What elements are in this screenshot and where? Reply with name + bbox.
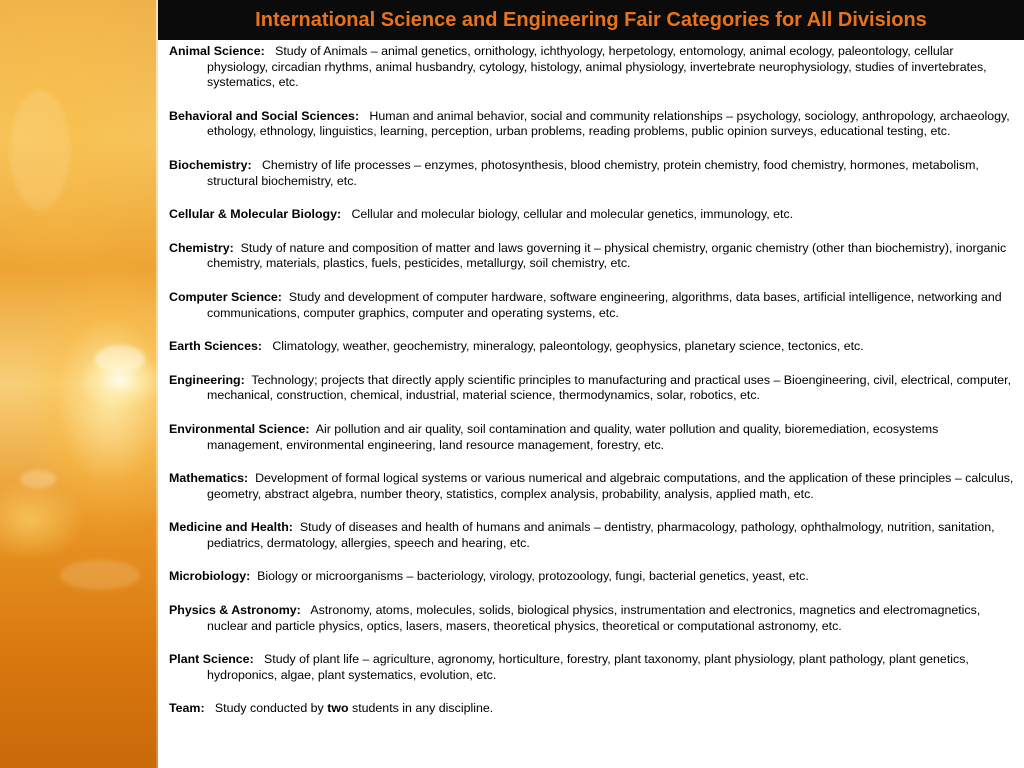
category-term: Physics & Astronomy: — [169, 603, 301, 618]
category-chemistry — [169, 241, 1015, 272]
category-mathematics — [169, 471, 1015, 502]
category-plant-science — [169, 652, 1015, 683]
category-term: Team: — [169, 701, 205, 716]
category-term: Animal Science: — [169, 44, 265, 58]
category-description: Study and development of computer hardware, software engineering, algorithms, data bases, artificial intelligence, networking and communications, computer graphics, computer and operating systems, etc. — [207, 289, 1002, 320]
category-description: Cellular and molecular biology, cellular and molecular genetics, immunology, etc. — [351, 207, 794, 222]
category-description: Study of diseases and health of humans and animals – dentistry, pharmacology, pathology, ophthalmology, nutrition, sanitation, pediatrics, dermatology, allergies, speech and hearing, etc. — [207, 520, 995, 550]
category-earth-sciences — [169, 339, 1015, 355]
category-description: Human and animal behavior, social and community relationships – psychology, sociology, anthropology, archaeology, ethology, ethnology, linguistics, learning, perception, urban problems, reading problems, public opinion surveys, educational testing, etc. — [207, 108, 1010, 139]
category-term: Mathematics: — [169, 471, 249, 486]
category-description: Climatology, weather, geochemistry, mineralogy, paleontology, geophysics, planetary science, tectonics, etc. — [272, 339, 864, 354]
category-term: Biochemistry: — [169, 157, 252, 172]
title-bar — [158, 0, 1024, 40]
category-cellular-molecular-biology — [169, 207, 1015, 223]
category-medicine-health — [169, 520, 1015, 551]
category-term: Engineering: — [169, 372, 245, 387]
category-description: Study of nature and composition of matter and laws governing it – physical chemistry, organic chemistry (other than biochemistry), inorganic chemistry, materials, plastics, fuels, pesticides, metallurgy, soil chemistry, etc. — [207, 240, 1007, 271]
category-term: Computer Science: — [169, 289, 282, 304]
category-description: Study of plant life – agriculture, agronomy, horticulture, forestry, plant taxonomy, plant physiology, plant pathology, plant genetics, hydroponics, algae, plant systematics, evolution, etc. — [207, 652, 969, 682]
category-description: Biology or microorganisms – bacteriology, virology, protozoology, fungi, bacterial genetics, yeast, etc. — [257, 569, 809, 584]
category-term: Medicine and Health: — [169, 520, 293, 535]
decorative-light-bulb-image — [0, 0, 158, 768]
category-term: Earth Sciences: — [169, 339, 262, 354]
category-description: Development of formal logical systems or various numerical and algebraic computations, and the application of these principles – calculus, geometry, abstract algebra, number theory, statistics, complex analysis, probability, analysis, applied math, etc. — [207, 471, 1014, 501]
category-term: Plant Science: — [169, 652, 254, 667]
category-microbiology — [169, 569, 1015, 585]
category-term: Environmental Science: — [169, 421, 310, 436]
category-term: Microbiology: — [169, 569, 251, 584]
category-term: Chemistry: — [169, 240, 234, 255]
team-description-end: students in any discipline. — [352, 701, 494, 716]
category-animal-science — [169, 44, 1015, 91]
page-title: International Science and Engineering Fair Categories for All Divisions — [255, 8, 927, 31]
category-description: Technology; projects that directly apply scientific principles to manufacturing and practical uses – Bioengineering, civil, electrical, computer, mechanical, construction, chemical, industrial, material science, thermodynamics, solar, robotics, etc. — [207, 372, 1012, 403]
category-behavioral-social-sciences — [169, 109, 1015, 140]
category-description: Air pollution and air quality, soil contamination and quality, water pollution and quality, bioremediation, ecosystems management, environmental engineering, land resource management, forestry, etc. — [207, 421, 939, 452]
category-biochemistry — [169, 158, 1015, 189]
left-panel-divider — [156, 0, 158, 768]
category-environmental-science — [169, 422, 1015, 453]
category-engineering — [169, 373, 1015, 404]
category-term: Cellular & Molecular Biology: — [169, 207, 342, 222]
team-description-start: Study conducted by — [214, 701, 324, 716]
category-description: Astronomy, atoms, molecules, solids, biological physics, instrumentation and electronics, magnetics and electromagnetics, nuclear and particle physics, optics, lasers, masers, theoretical physics, theoretical or computational astronomy, etc. — [207, 603, 981, 633]
category-computer-science — [169, 290, 1015, 321]
category-team — [169, 701, 1015, 717]
category-term: Behavioral and Social Sciences: — [169, 108, 360, 123]
category-description: Study of Animals – animal genetics, ornithology, ichthyology, herpetology, entomology, animal ecology, paleontology, cellular physiology, circadian rhythms, animal husbandry, cytology, histology, animal physiology, invertebrate neurophysiology, studies of invertebrates, systematics, etc. — [207, 44, 987, 90]
team-emphasis: two — [327, 701, 349, 716]
category-description: Chemistry of life processes – enzymes, photosynthesis, blood chemistry, protein chemistry, food chemistry, hormones, metabolism, structural biochemistry, etc. — [207, 157, 979, 188]
category-list — [169, 44, 1015, 735]
category-physics-astronomy — [169, 603, 1015, 634]
